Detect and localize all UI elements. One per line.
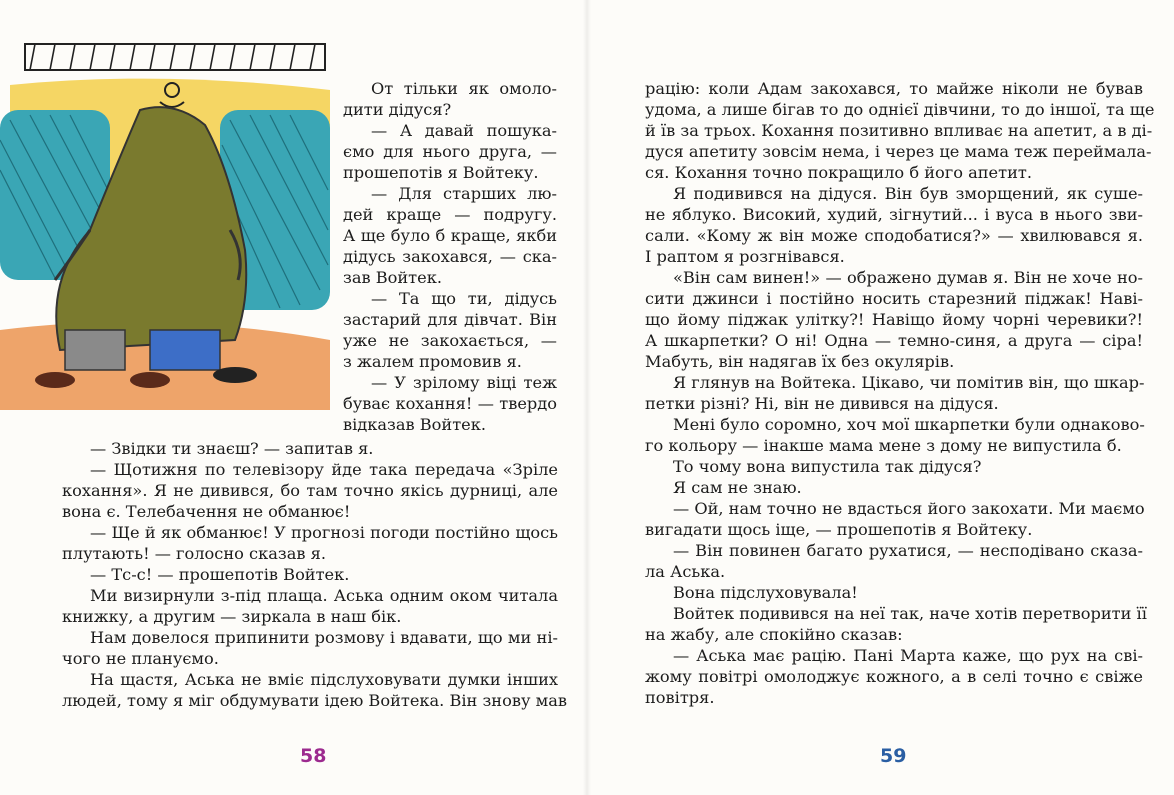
- text-line: прошепотів я Войтеку.: [343, 163, 539, 182]
- text-line: — Звідки ти знаєш? — запитав я.: [90, 439, 374, 458]
- text-line: — Аська має рацію. Пані Марта каже, що рух на сві-: [673, 646, 1143, 665]
- page-number-left: 58: [300, 745, 327, 767]
- text-line: То чому вона випустила так дідуся?: [673, 457, 982, 476]
- text-line: ся. Кохання точно покращило б його апетит.: [645, 163, 1032, 182]
- text-line: — А давай пошука-: [371, 121, 557, 140]
- shoe-right: [130, 372, 170, 388]
- text-line: петки різні? Ні, він не дивився на дідуся.: [645, 394, 999, 413]
- page-number-right: 59: [880, 745, 907, 767]
- text-line: на жабу, але спокійно сказав:: [645, 625, 903, 644]
- text-line: Я подивився на дідуся. Він був зморщений, як суше-: [673, 184, 1143, 203]
- text-line: буває кохання! — твердо: [343, 394, 557, 413]
- text-line: Я сам не знаю.: [673, 478, 802, 497]
- text-line: сити джинси і постійно носить старезний піджак! Наві-: [645, 289, 1143, 308]
- text-line: І раптом я розгнівався.: [645, 247, 845, 266]
- text-line: дуся апетиту зовсім нема, і через це мама теж переймала-: [645, 142, 1152, 161]
- legs-grey: [65, 330, 125, 370]
- text-line: що йому піджак улітку?! Навіщо йому чорні черевики?!: [645, 310, 1143, 329]
- text-line: — У зрілому віці теж: [371, 373, 557, 392]
- text-line: зав Войтек.: [343, 268, 442, 287]
- text-line: На щастя, Аська не вміє підслуховувати думки інших: [90, 670, 558, 689]
- text-line: А шкарпетки? О ні! Одна — темно-синя, а друга — сіра!: [645, 331, 1143, 350]
- text-line: плутають! — голосно сказав я.: [62, 544, 326, 563]
- shoe-right-2: [213, 367, 257, 383]
- text-line: Ми визирнули з-під плаща. Аська одним оком читала: [90, 586, 558, 605]
- text-line: удома, а лише бігав то до однієї дівчини, то до іншої, та ще: [645, 100, 1155, 119]
- train-illustration: [0, 30, 345, 410]
- text-line: відказав Войтек.: [343, 415, 486, 434]
- text-line: Нам довелося припинити розмову і вдавати, що ми ні-: [90, 628, 558, 647]
- text-line: — Для старших лю-: [371, 184, 557, 203]
- right-page-text: [645, 78, 1155, 708]
- text-line: ємо для нього друга, —: [343, 142, 557, 161]
- text-line: Мені було соромно, хоч мої шкарпетки були однаково-: [673, 415, 1145, 434]
- text-line: вигадати щось іще, — прошепотів я Войтеку.: [645, 520, 1033, 539]
- text-line: Войтек подивився на неї так, наче хотів перетворити її: [673, 604, 1147, 623]
- text-line: — Тс-с! — прошепотів Войтек.: [90, 565, 350, 584]
- text-line: — Він повинен багато рухатися, — несподівано сказа-: [673, 541, 1143, 560]
- text-line: уже не закохається, —: [343, 331, 557, 350]
- wrap-text: [343, 78, 557, 435]
- text-line: дей краще — подругу.: [343, 205, 557, 224]
- text-line: — Та що ти, дідусь: [371, 289, 557, 308]
- text-line: дідусь закохався, — ска-: [343, 247, 557, 266]
- text-line: сали. «Кому ж він може сподобатися?» — хвилювався я.: [645, 226, 1143, 245]
- text-line: жому повітрі омолоджує кожного, а в селі точно є свіже: [645, 667, 1143, 686]
- shoe-left: [35, 372, 75, 388]
- text-line: — Ще й як обманює! У прогнозі погоди постійно щось: [90, 523, 558, 542]
- text-line: ла Аська.: [645, 562, 726, 581]
- text-line: «Він сам винен!» — ображено думав я. Він не хоче но-: [673, 268, 1143, 287]
- text-line: дити дідуся?: [343, 100, 452, 119]
- text-line: повітря.: [645, 688, 715, 707]
- text-line: Я глянув на Войтека. Цікаво, чи помітив він, що шкар-: [673, 373, 1145, 392]
- text-line: з жалем промовив я.: [343, 352, 522, 371]
- text-line: Мабуть, він надягав їх без окулярів.: [645, 352, 955, 371]
- luggage-rack: [25, 44, 325, 70]
- text-line: кохання». Я не дивився, бо там точно якісь дурниці, але: [62, 481, 558, 500]
- text-line: А ще було б краще, якби: [343, 226, 557, 245]
- text-line: книжку, а другим — зиркала в наш бік.: [62, 607, 402, 626]
- text-line: людей, тому я міг обдумувати ідею Войтека. Він знову мав: [62, 691, 567, 710]
- text-line: От тільки як омоло-: [371, 79, 557, 98]
- text-line: й їв за трьох. Кохання позитивно впливає на апетит, а в ді-: [645, 121, 1153, 140]
- text-line: застарий для дівчат. Він: [343, 310, 557, 329]
- text-line: не яблуко. Високий, худий, зігнутий... і вуса в нього зви-: [645, 205, 1143, 224]
- left-page-text: [62, 438, 567, 711]
- text-line: — Ой, нам точно не вдасться його закохати. Ми маємо: [673, 499, 1145, 518]
- text-line: Вона підслуховувала!: [673, 583, 858, 602]
- text-line: го кольору — інакше мама мене з дому не випустила б.: [645, 436, 1122, 455]
- text-line: чого не плануємо.: [62, 649, 219, 668]
- legs-blue: [150, 330, 220, 370]
- text-line: вона є. Телебачення не обманює!: [62, 502, 351, 521]
- text-line: — Щотижня по телевізору йде така передача «Зріле: [90, 460, 558, 479]
- text-line: рацію: коли Адам закохався, то майже ніколи не бував: [645, 79, 1143, 98]
- right-page: [587, 0, 1174, 795]
